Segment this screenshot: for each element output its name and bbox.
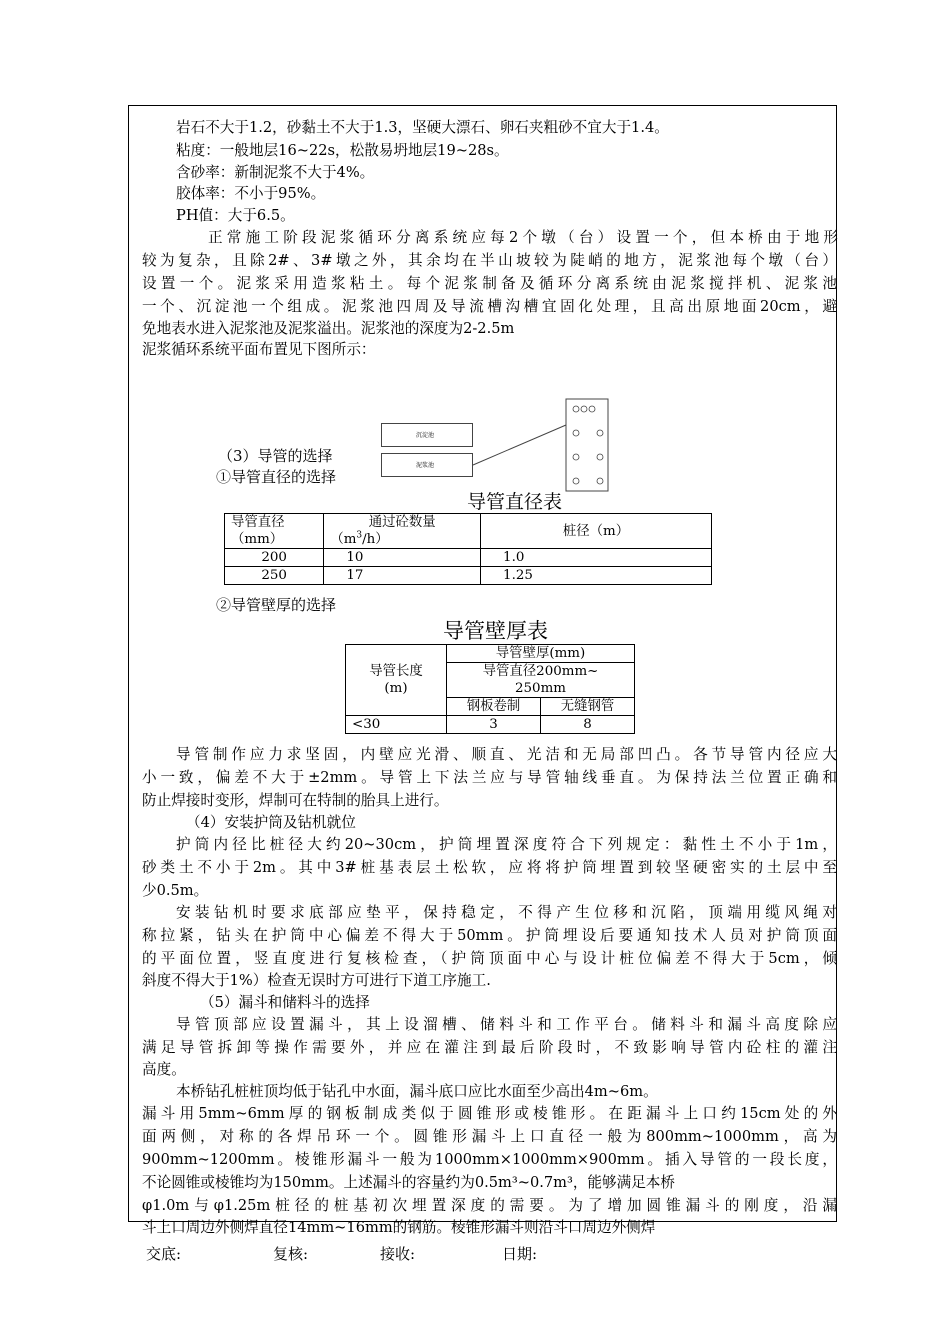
- table-cell: 1.0: [481, 549, 712, 567]
- paragraph-line: 免地表水进入泥浆池及泥浆溢出。泥浆池的深度为2-2.5m: [142, 320, 515, 337]
- row-header: 导管长度 (m): [346, 645, 447, 716]
- paragraph-line: 漏斗用5mm~6mm厚的钢板制成类似于圆锥形或棱锥形。在距漏斗上口约15cm处的外: [142, 1105, 837, 1122]
- subsection-heading: ②导管壁厚的选择: [216, 596, 337, 614]
- text-line: 粘度：一般地层16~22s，松散易坍地层19~28s。: [176, 142, 509, 159]
- table2-title: 导管壁厚表: [443, 619, 548, 643]
- text-line: 含砂率：新制泥浆不大于4%。: [176, 164, 375, 181]
- table-cell: 10: [324, 549, 481, 567]
- section-heading: （3）导管的选择: [218, 447, 333, 465]
- paragraph-line: 导管制作应力求坚固，内壁应光滑、顺直、光洁和无局部凹凸。各节导管内径应大: [176, 746, 837, 763]
- paragraph-line: 砂类土不小于2m。其中3#桩基表层土松软，应将将护筒埋置到较坚硬密实的土层中至: [142, 859, 837, 876]
- paragraph-line: 称拉紧，钻头在护筒中心偏差不得大于50mm。护筒埋设后要通知技术人员对护筒顶面: [142, 927, 837, 944]
- text-line: 胶体率：不小于95%。: [176, 185, 326, 202]
- mud-circulation-diagram: [378, 395, 628, 495]
- sedimentation-tank: 沉淀池: [381, 423, 473, 447]
- table-cell: 1.25: [481, 567, 712, 585]
- paragraph-line: 设置一个。泥浆采用造浆粘土。每个泥浆制备及循环分离系统由泥浆搅拌机、泥浆池: [142, 275, 837, 292]
- table-cell: 200: [225, 549, 324, 567]
- paragraph-line: 斜度不得大于1%）检查无误时方可进行下道工序施工.: [142, 972, 491, 989]
- table-cell: 3: [447, 716, 541, 734]
- paragraph-line: 少0.5m。: [142, 882, 209, 899]
- paragraph-line: 的平面位置，竖直度进行复核检查，（护筒顶面中心与设计桩位偏差不得大于5cm，倾: [142, 950, 837, 967]
- mud-pit: 泥浆池: [381, 453, 473, 477]
- paragraph-line: 本桥钻孔桩桩顶均低于钻孔中水面，漏斗底口应比水面至少高出4m~6m。: [176, 1083, 658, 1100]
- paragraph-line: 满足导管拆卸等操作需要外，并应在灌注到最后阶段时，不致影响导管内砼柱的灌注: [142, 1039, 837, 1056]
- col-header: 桩径（m）: [481, 514, 712, 549]
- thickness-table: [345, 644, 635, 734]
- paragraph-line: 不论圆锥或棱锥均为150mm。上述漏斗的容量约为0.5m³~0.7m³，能够满足本桥: [142, 1174, 675, 1191]
- col-header: 无缝钢管: [541, 698, 635, 716]
- text-line: 岩石不大于1.2，砂黏土不大于1.3，坚硬大漂石、卵石夹粗砂不宜大于1.4。: [176, 119, 669, 136]
- paragraph-line: 较为复杂，且除2#、3#墩之外，其余均在半山坡较为陡峭的地方，泥浆池每个墩（台）: [142, 252, 837, 269]
- table1-title: 导管直径表: [467, 491, 563, 513]
- col-header: 导管直径 （mm）: [225, 514, 324, 549]
- paragraph-line: 面两侧，对称的各焊吊环一个。圆锥形漏斗上口直径一般为800mm~1000mm，高为: [142, 1128, 837, 1145]
- section-heading: （5）漏斗和储料斗的选择: [200, 994, 370, 1011]
- paragraph-line: 防止焊接时变形，焊制可在特制的胎具上进行。: [142, 792, 449, 809]
- table-cell: 250: [225, 567, 324, 585]
- col-header: 通过砼数量 $(m^3/h)$: [324, 514, 481, 549]
- paragraph-line: 900mm~1200mm。棱锥形漏斗一般为1000mm×1000mm×900mm。插入导管的一段长度，: [142, 1151, 837, 1168]
- paragraph-line: 高度。: [142, 1061, 186, 1078]
- footer-date: 日期:: [502, 1245, 538, 1263]
- paragraph-line: 一个、沉淀池一个组成。泥浆池四周及导流槽沟槽宜固化处理，且高出原地面20cm，避: [142, 298, 837, 315]
- paragraph-line: 斗上口周边外侧焊直径14mm~16mm的钢筋。棱锥形漏斗则沿斗口周边外侧焊: [142, 1219, 656, 1236]
- col-header: 钢板卷制: [447, 698, 541, 716]
- section-heading: （4）安装护筒及钻机就位: [186, 814, 356, 831]
- table-cell: <30: [346, 716, 447, 734]
- paragraph-line: 护筒内径比桩径大约20~30cm，护筒埋置深度符合下列规定：黏性土不小于1m，: [176, 836, 837, 853]
- paragraph-line: 正常施工阶段泥浆循环分离系统应每2个墩（台）设置一个，但本桥由于地形: [208, 229, 838, 246]
- paragraph-line: 导管顶部应设置漏斗，其上设溜槽、储料斗和工作平台。储料斗和漏斗高度除应: [176, 1016, 837, 1033]
- footer-receive: 接收:: [380, 1245, 416, 1263]
- paragraph-line: 小一致，偏差不大于±2mm。导管上下法兰应与导管轴线垂直。为保持法兰位置正确和: [142, 769, 837, 786]
- text-line: PH值：大于6.5。: [176, 207, 295, 224]
- diagram-lines: [378, 395, 628, 495]
- paragraph-line: φ1.0m与φ1.25m桩径的桩基初次埋置深度的需要。为了增加圆锥漏斗的刚度，沿漏: [142, 1197, 837, 1214]
- table-cell: 17: [324, 567, 481, 585]
- diameter-table: [224, 513, 712, 585]
- paragraph-line: 安装钻机时要求底部应垫平，保持稳定，不得产生位移和沉陷，顶端用缆风绳对: [176, 904, 837, 921]
- footer-review: 复核:: [273, 1245, 309, 1263]
- col-header: 导管壁厚(mm): [447, 645, 635, 663]
- subsection-heading: ①导管直径的选择: [216, 468, 337, 486]
- col-header: 导管直径200mm~ 250mm: [447, 663, 635, 698]
- table-cell: 8: [541, 716, 635, 734]
- paragraph-line: 泥浆循环系统平面布置见下图所示：: [142, 341, 376, 358]
- footer-handover: 交底:: [146, 1245, 182, 1263]
